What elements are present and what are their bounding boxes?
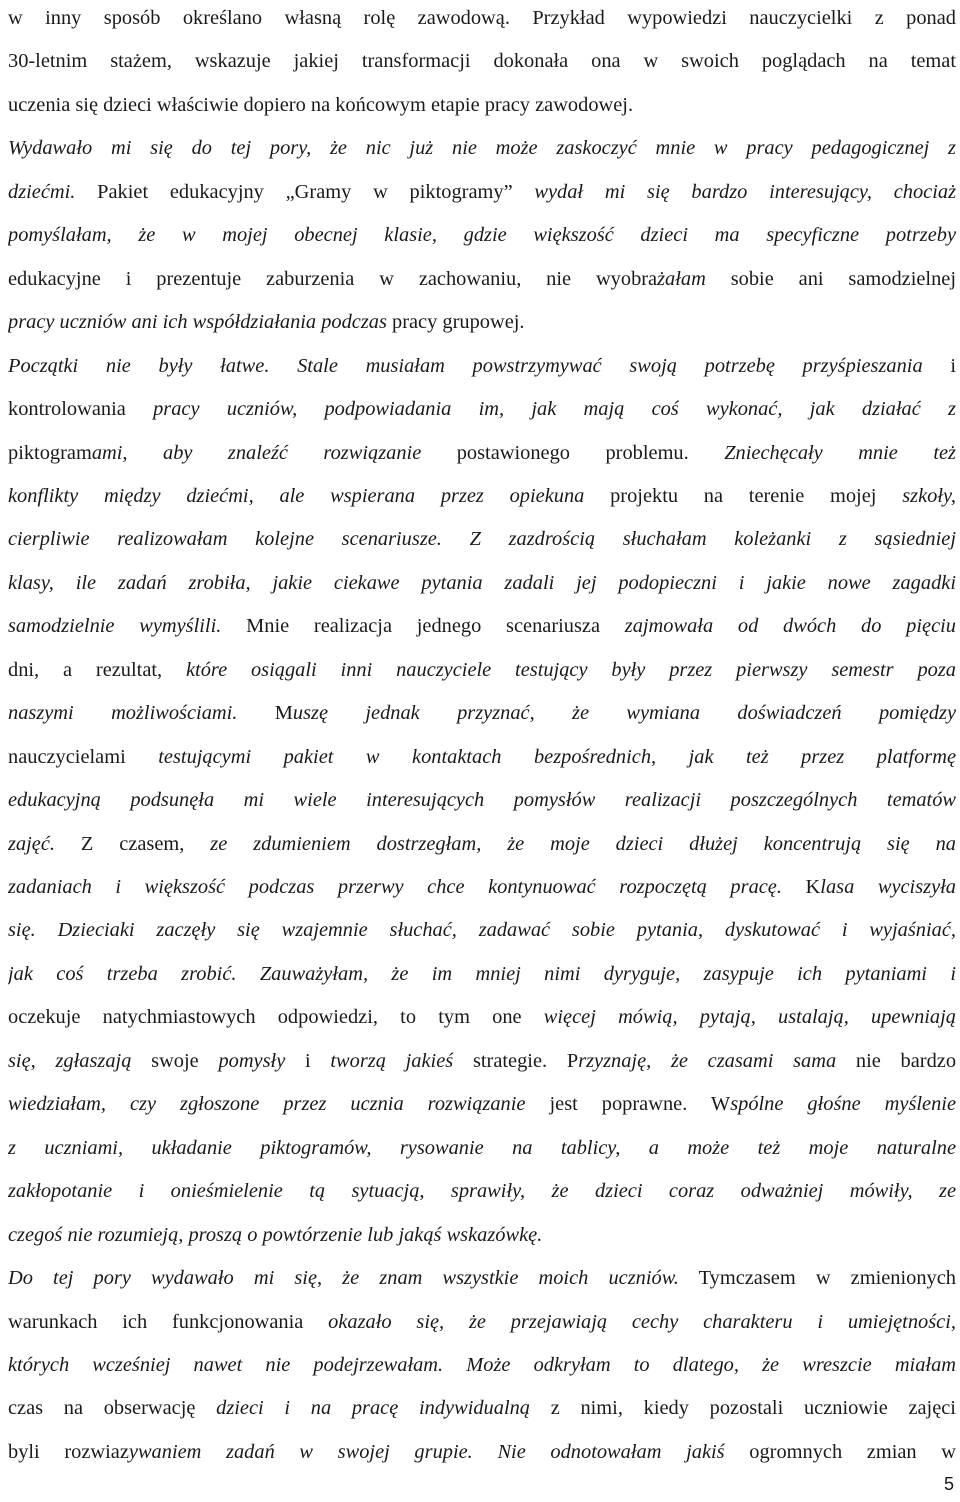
text-run: czas na obserwację: [8, 1397, 217, 1420]
text-line: [8, 1090, 956, 1134]
text-line: [8, 221, 956, 265]
text-run: zadaniach i większość podczas przerwy chce kontynuować rozpoczętą pracę.: [8, 876, 782, 898]
text-run: edukacyjne i prezentuje zaburzenia w zachowaniu, nie wyobra: [8, 267, 658, 290]
text-line: [8, 308, 956, 352]
text-line: [8, 1394, 956, 1438]
text-run: okazało się, że przejawiają cechy charakteru i umiejętności,: [328, 1310, 956, 1333]
text-run: jest poprawne. W: [525, 1093, 731, 1116]
text-line: [8, 916, 956, 960]
text-run: Mnie realizacja jednego scenariusza: [221, 615, 625, 638]
text-run: z uczniami, układanie piktogramów, rysowanie na tablicy, a może też moje naturalne: [8, 1136, 956, 1159]
text-run: zajmowała od dwóch do pięciu: [624, 615, 956, 638]
text-run: warunkach ich funkcjonowania: [8, 1310, 329, 1333]
text-run: żałam: [657, 267, 706, 290]
text-line: [8, 178, 956, 222]
text-run: [442, 528, 470, 550]
text-run: sobie ani samodzielnej: [705, 267, 956, 290]
text-run: pracy uczniów, podpowiadania im, jak mają coś wykonać, jak działać z: [153, 398, 956, 421]
text-line: [8, 1003, 956, 1047]
text-run: się, zgłaszają: [8, 1049, 132, 1072]
text-run: wiedziałam, czy zgłoszone przez ucznia rozwiązanie: [8, 1093, 526, 1116]
text-line: [8, 786, 956, 830]
text-run: Zniechęcały mnie też: [724, 441, 956, 464]
text-line: [8, 1264, 956, 1308]
text-run: Z czasem,: [55, 832, 211, 855]
text-run: zajęć.: [8, 832, 55, 855]
text-line: [8, 482, 956, 526]
text-run: jak coś trzeba zrobić.: [8, 962, 237, 985]
text-run: ogromnych zmian w: [724, 1440, 956, 1463]
text-line: [8, 1134, 956, 1178]
text-run: konflikty między dziećmi, ale wspierana przez opiekuna: [8, 484, 585, 507]
text-run: wydał mi się bardzo interesujący, chociaż: [534, 180, 956, 203]
text-run: [473, 1441, 498, 1463]
text-line: [8, 873, 956, 917]
text-run: strategie. P: [453, 1049, 579, 1072]
text-run: w inny sposób określano własną rolę zawodową. Przykład wypowiedzi nauczycielki z ponad: [8, 7, 956, 29]
text-line: [8, 830, 956, 874]
text-run: tworzą jakieś: [330, 1049, 454, 1072]
text-run: które osiągali inni nauczyciele testujący były przez pierwszy semestr poza: [185, 658, 956, 681]
text-line: [8, 656, 956, 700]
text-line: [8, 134, 956, 178]
text-run: uczenia się dzieci właściwie dopiero na końcowym etapie pracy zawodowej.: [8, 93, 634, 116]
text-run: Pakiet edukacyjny „Gramy w piktogramy”: [75, 180, 535, 203]
text-run: Stale musiałam powstrzymywać swoją potrzebę przyśpieszania: [297, 354, 923, 377]
text-line: [8, 569, 956, 613]
text-run: pomyślałam, że w mojej obecnej klasie, gdzie większość dzieci ma specyficzne potrzeby: [8, 224, 956, 247]
text-run: dziećmi.: [8, 180, 76, 203]
text-line: [8, 1221, 956, 1265]
text-run: projektu na terenie mojej: [584, 484, 903, 507]
text-run: ami, aby znaleźć rozwiązanie: [91, 441, 422, 464]
text-run: Zauważyłam, że im mniej nimi dyryguje, zasypuje ich pytaniami i: [259, 962, 956, 985]
text-run: [443, 1354, 466, 1376]
text-run: szkoły,: [902, 484, 956, 507]
text-run: K: [781, 876, 821, 898]
text-line: [8, 47, 956, 91]
text-run: [36, 919, 58, 941]
text-line: [8, 395, 956, 439]
text-run: pracy grupowej.: [386, 311, 525, 334]
text-run: z nimi, kiedy pozostali uczniowie zajęci: [530, 1397, 956, 1420]
text-run: Wydawało mi się do tej pory, że nic już nie może zaskoczyć mnie w pracy pedagogicznej z: [8, 137, 956, 160]
page-number: 5: [943, 1474, 954, 1494]
text-run: byli rozwiaz: [8, 1440, 129, 1463]
text-line: [8, 699, 956, 743]
text-run: Do tej pory wydawało mi się, że znam wszystkie moich uczniów.: [8, 1267, 679, 1290]
text-line: [8, 1438, 956, 1482]
text-run: Może odkryłam to dlatego, że wreszcie miałam: [466, 1353, 956, 1376]
text-run: spólne głośne myślenie: [730, 1093, 956, 1116]
text-run: lasa wyciszyła: [820, 876, 956, 898]
text-run: swoje: [131, 1049, 219, 1072]
text-run: Początki nie były łatwe.: [8, 354, 270, 377]
text-run: zakłopotanie i onieśmielenie tą sytuacją, sprawiły, że dzieci coraz odważniej mówiły, ze: [8, 1180, 956, 1203]
text-run: testującymi pakiet w kontaktach bezpośrednich, jak też przez platformę: [158, 745, 956, 768]
text-line: [8, 1047, 956, 1091]
text-run: dzieci i na pracę indywidualną: [216, 1397, 530, 1420]
text-run: postawionego problemu.: [421, 441, 725, 464]
text-line: [8, 91, 956, 135]
text-run: pracy uczniów ani ich współdziałania podczas: [8, 311, 387, 334]
text-line: [8, 265, 956, 309]
text-run: cierpliwie realizowałam kolejne scenariusze.: [8, 528, 442, 551]
text-run: oczekuje natychmiastowych odpowiedzi, to tym one: [8, 1006, 544, 1029]
text-run: których wcześniej nawet nie podejrzewałam.: [8, 1353, 444, 1376]
text-run: dni, a rezultat,: [8, 658, 186, 681]
text-run: Nie odnotowałam jakiś: [497, 1440, 725, 1463]
text-run: edukacyjną podsunęła mi wiele interesujących pomysłów realizacji poszczególnych tematów: [8, 789, 956, 812]
text-line: [8, 1308, 956, 1352]
text-run: nauczycielami: [8, 745, 159, 768]
text-line: [8, 1351, 956, 1395]
text-run: kontrolowania: [8, 398, 154, 421]
text-run: Dzieciaki zaczęły się wzajemnie słuchać, zadawać sobie pytania, dyskutować i wyjaśniać,: [57, 919, 956, 942]
text-run: rzyznaję, że czasami sama: [578, 1049, 837, 1072]
text-run: nie bardzo: [836, 1049, 956, 1072]
text-run: i: [285, 1049, 331, 1072]
text-run: [269, 355, 297, 377]
text-line: [8, 743, 956, 787]
text-run: naszymi możliwościami.: [8, 702, 238, 725]
text-run: nie rozumieją, proszą o powtórzenie lub jakąś wskazówkę.: [67, 1223, 543, 1246]
text-line: [8, 352, 956, 396]
text-run: uszę jednak przyznać, że wymiana doświadczeń pomiędzy: [292, 702, 956, 725]
text-run: samodzielnie wymyślili.: [8, 615, 222, 638]
text-line: [8, 960, 956, 1004]
text-line: [8, 439, 956, 483]
text-run: klasy, ile zadań zrobiła, jakie ciekawe pytania zadali jej podopieczni i jakie nowe zagadki: [8, 571, 956, 594]
text-run: Z zazdrością słuchałam koleżanki z sąsiedniej: [469, 528, 956, 551]
text-line: [8, 1177, 956, 1221]
text-line: [8, 4, 956, 48]
text-line: [8, 612, 956, 656]
text-run: piktogram: [8, 441, 92, 464]
text-run: ywaniem zadań w swojej grupie.: [128, 1440, 473, 1463]
text-run: więcej mówią, pytają, ustalają, upewniają: [543, 1006, 956, 1029]
text-run: czegoś: [8, 1223, 68, 1246]
text-run: Tymczasem w zmienionych: [678, 1267, 956, 1290]
text-run: i: [922, 354, 956, 377]
text-run: 30-letnim stażem, wskazuje jakiej transformacji dokonała ona w swoich poglądach na temat: [8, 50, 956, 73]
text-run: się.: [8, 919, 36, 942]
text-run: M: [237, 702, 293, 725]
text-run: [236, 963, 259, 985]
text-run: pomysły: [218, 1049, 286, 1072]
text-run: ze zdumieniem dostrzegłam, że moje dzieci dłużej koncentrują się na: [210, 832, 956, 855]
text-line: [8, 525, 956, 569]
